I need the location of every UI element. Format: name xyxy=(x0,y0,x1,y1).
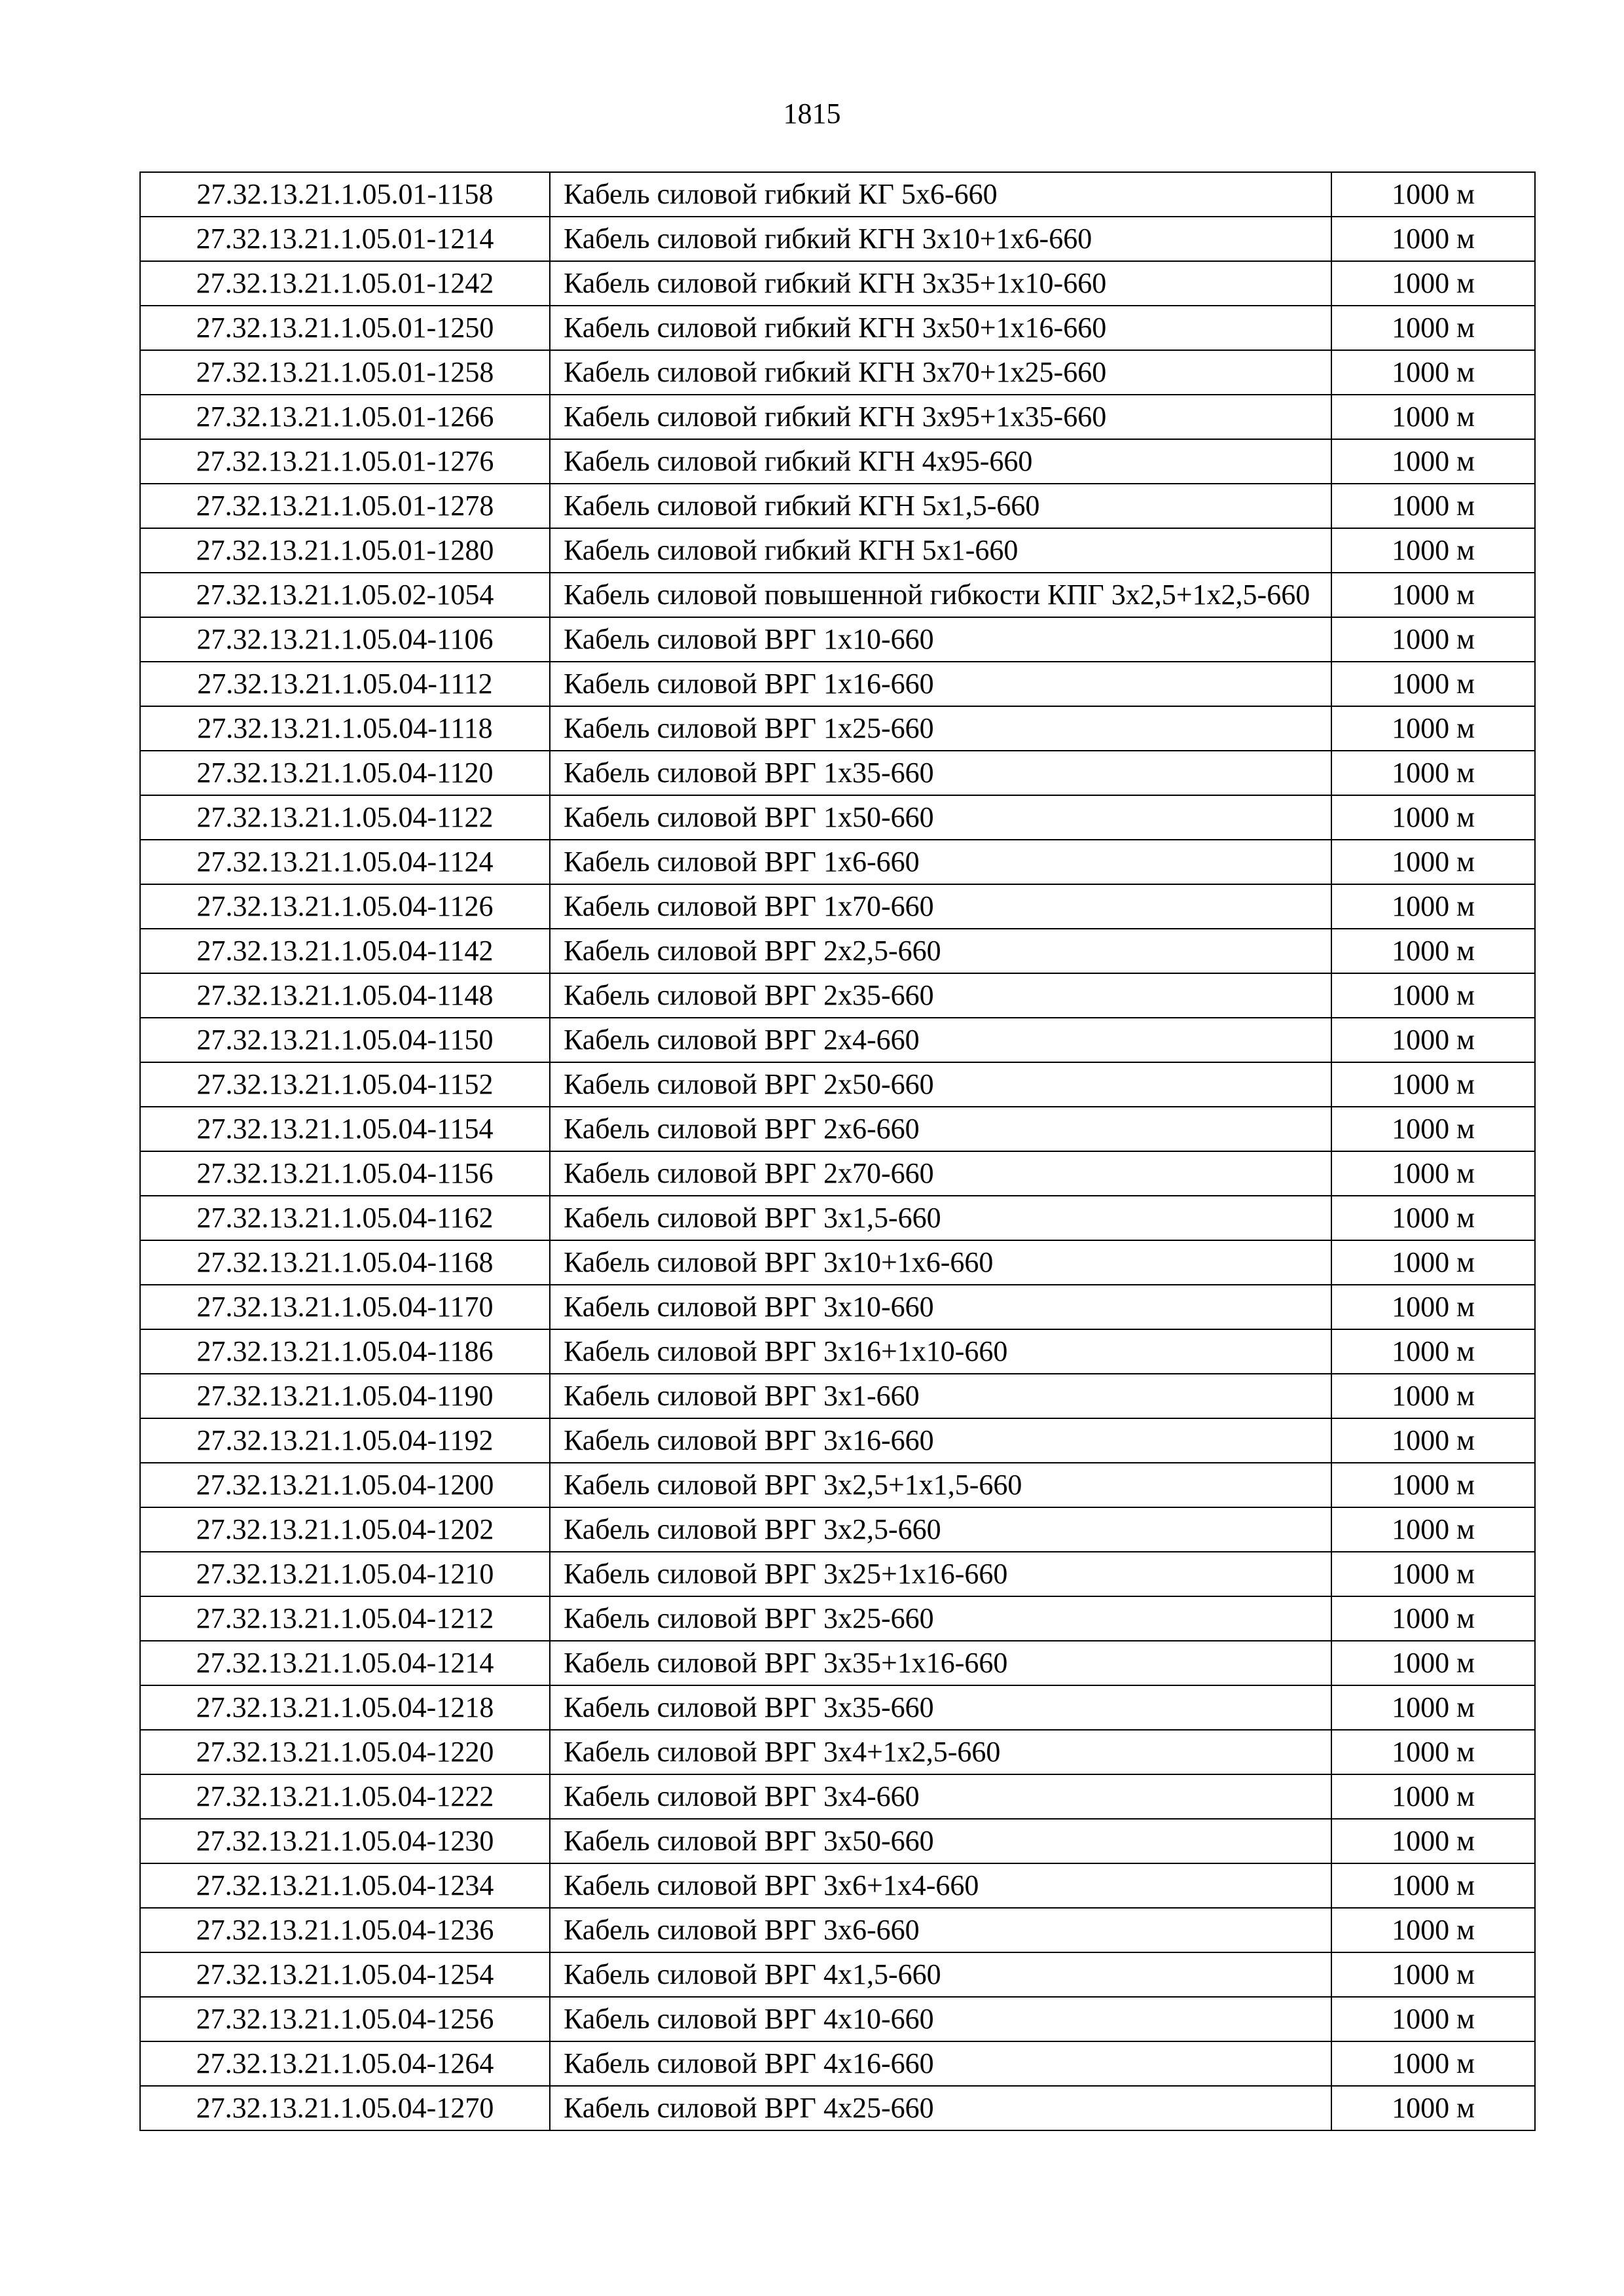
unit-cell: 1000 м xyxy=(1331,751,1535,795)
resource-code-cell: 27.32.13.21.1.05.04-1192 xyxy=(140,1418,550,1463)
resource-code-cell: 27.32.13.21.1.05.04-1168 xyxy=(140,1240,550,1285)
unit-cell: 1000 м xyxy=(1331,617,1535,662)
resource-name-cell: Кабель силовой гибкий КГН 5х1,5-660 xyxy=(550,484,1331,528)
table-row xyxy=(140,973,1535,1018)
resource-code-cell: 27.32.13.21.1.05.04-1254 xyxy=(140,1952,550,1997)
resource-code-cell: 27.32.13.21.1.05.04-1122 xyxy=(140,795,550,840)
resource-code-cell: 27.32.13.21.1.05.01-1242 xyxy=(140,261,550,306)
resource-name-cell: Кабель силовой гибкий КГН 3х35+1х10-660 xyxy=(550,261,1331,306)
unit-cell: 1000 м xyxy=(1331,973,1535,1018)
resource-name-cell: Кабель силовой ВРГ 3х16+1х10-660 xyxy=(550,1329,1331,1374)
resource-name-cell: Кабель силовой повышенной гибкости КПГ 3х2,5+1х2,5-660 xyxy=(550,573,1331,617)
resource-code-cell: 27.32.13.21.1.05.04-1220 xyxy=(140,1730,550,1774)
table-row xyxy=(140,1151,1535,1196)
unit-cell: 1000 м xyxy=(1331,1863,1535,1908)
resource-name-cell: Кабель силовой гибкий КГН 3х10+1х6-660 xyxy=(550,217,1331,261)
unit-cell: 1000 м xyxy=(1331,1374,1535,1418)
unit-cell: 1000 м xyxy=(1331,306,1535,350)
resource-code-cell: 27.32.13.21.1.05.02-1054 xyxy=(140,573,550,617)
resource-code-cell: 27.32.13.21.1.05.04-1190 xyxy=(140,1374,550,1418)
unit-cell: 1000 м xyxy=(1331,1151,1535,1196)
unit-cell: 1000 м xyxy=(1331,1240,1535,1285)
resource-name-cell: Кабель силовой ВРГ 3х4+1х2,5-660 xyxy=(550,1730,1331,1774)
resource-name-cell: Кабель силовой гибкий КГН 3х95+1х35-660 xyxy=(550,395,1331,439)
resource-name-cell: Кабель силовой ВРГ 4х10-660 xyxy=(550,1997,1331,2041)
table-row xyxy=(140,1685,1535,1730)
table-row xyxy=(140,2041,1535,2086)
table-row xyxy=(140,484,1535,528)
resource-code-cell: 27.32.13.21.1.05.04-1124 xyxy=(140,840,550,884)
table-row xyxy=(140,1596,1535,1641)
table-row xyxy=(140,1997,1535,2041)
resource-name-cell: Кабель силовой гибкий КГН 3х70+1х25-660 xyxy=(550,350,1331,395)
resource-code-cell: 27.32.13.21.1.05.04-1200 xyxy=(140,1463,550,1507)
unit-cell: 1000 м xyxy=(1331,1196,1535,1240)
unit-cell: 1000 м xyxy=(1331,1997,1535,2041)
table-row xyxy=(140,573,1535,617)
resource-name-cell: Кабель силовой ВРГ 1х25-660 xyxy=(550,706,1331,751)
unit-cell: 1000 м xyxy=(1331,1507,1535,1552)
resource-name-cell: Кабель силовой ВРГ 4х16-660 xyxy=(550,2041,1331,2086)
resource-name-cell: Кабель силовой ВРГ 3х10+1х6-660 xyxy=(550,1240,1331,1285)
unit-cell: 1000 м xyxy=(1331,706,1535,751)
resource-name-cell: Кабель силовой ВРГ 3х16-660 xyxy=(550,1418,1331,1463)
resource-code-cell: 27.32.13.21.1.05.04-1112 xyxy=(140,662,550,706)
resource-name-cell: Кабель силовой ВРГ 3х50-660 xyxy=(550,1819,1331,1863)
table-row xyxy=(140,840,1535,884)
resource-code-cell: 27.32.13.21.1.05.04-1218 xyxy=(140,1685,550,1730)
unit-cell: 1000 м xyxy=(1331,217,1535,261)
resource-code-cell: 27.32.13.21.1.05.04-1230 xyxy=(140,1819,550,1863)
resource-code-cell: 27.32.13.21.1.05.01-1280 xyxy=(140,528,550,573)
resource-code-cell: 27.32.13.21.1.05.04-1222 xyxy=(140,1774,550,1819)
unit-cell: 1000 м xyxy=(1331,795,1535,840)
resource-name-cell: Кабель силовой ВРГ 2х4-660 xyxy=(550,1018,1331,1062)
table-row xyxy=(140,1285,1535,1329)
unit-cell: 1000 м xyxy=(1331,1596,1535,1641)
table-row xyxy=(140,1062,1535,1107)
resource-name-cell: Кабель силовой ВРГ 1х16-660 xyxy=(550,662,1331,706)
unit-cell: 1000 м xyxy=(1331,1685,1535,1730)
unit-cell: 1000 м xyxy=(1331,573,1535,617)
table-row xyxy=(140,1107,1535,1151)
unit-cell: 1000 м xyxy=(1331,1463,1535,1507)
table-row xyxy=(140,1329,1535,1374)
resource-name-cell: Кабель силовой ВРГ 3х25+1х16-660 xyxy=(550,1552,1331,1596)
resource-name-cell: Кабель силовой ВРГ 3х2,5+1х1,5-660 xyxy=(550,1463,1331,1507)
resource-code-cell: 27.32.13.21.1.05.04-1156 xyxy=(140,1151,550,1196)
resource-code-cell: 27.32.13.21.1.05.04-1214 xyxy=(140,1641,550,1685)
resource-code-cell: 27.32.13.21.1.05.01-1250 xyxy=(140,306,550,350)
unit-cell: 1000 м xyxy=(1331,1641,1535,1685)
unit-cell: 1000 м xyxy=(1331,2086,1535,2130)
table-row xyxy=(140,617,1535,662)
unit-cell: 1000 м xyxy=(1331,1285,1535,1329)
unit-cell: 1000 м xyxy=(1331,395,1535,439)
resource-code-cell: 27.32.13.21.1.05.01-1158 xyxy=(140,172,550,217)
table-row xyxy=(140,1908,1535,1952)
resource-code-cell: 27.32.13.21.1.05.01-1258 xyxy=(140,350,550,395)
resource-code-cell: 27.32.13.21.1.05.04-1120 xyxy=(140,751,550,795)
table-row xyxy=(140,350,1535,395)
unit-cell: 1000 м xyxy=(1331,439,1535,484)
resource-code-cell: 27.32.13.21.1.05.04-1202 xyxy=(140,1507,550,1552)
resource-name-cell: Кабель силовой ВРГ 3х2,5-660 xyxy=(550,1507,1331,1552)
unit-cell: 1000 м xyxy=(1331,1418,1535,1463)
resource-name-cell: Кабель силовой ВРГ 1х35-660 xyxy=(550,751,1331,795)
resource-name-cell: Кабель силовой ВРГ 4х1,5-660 xyxy=(550,1952,1331,1997)
unit-cell: 1000 м xyxy=(1331,528,1535,573)
unit-cell: 1000 м xyxy=(1331,2041,1535,2086)
resource-code-cell: 27.32.13.21.1.05.04-1150 xyxy=(140,1018,550,1062)
table-body xyxy=(140,172,1535,2130)
table-row xyxy=(140,439,1535,484)
resource-name-cell: Кабель силовой гибкий КГ 5х6-660 xyxy=(550,172,1331,217)
table-row xyxy=(140,1240,1535,1285)
resource-name-cell: Кабель силовой ВРГ 3х35+1х16-660 xyxy=(550,1641,1331,1685)
resource-code-cell: 27.32.13.21.1.05.04-1126 xyxy=(140,884,550,929)
unit-cell: 1000 м xyxy=(1331,1819,1535,1863)
resource-code-cell: 27.32.13.21.1.05.01-1266 xyxy=(140,395,550,439)
table-row xyxy=(140,172,1535,217)
resource-code-cell: 27.32.13.21.1.05.04-1234 xyxy=(140,1863,550,1908)
resource-name-cell: Кабель силовой ВРГ 3х4-660 xyxy=(550,1774,1331,1819)
resource-code-cell: 27.32.13.21.1.05.01-1276 xyxy=(140,439,550,484)
resource-code-cell: 27.32.13.21.1.05.04-1236 xyxy=(140,1908,550,1952)
table-row xyxy=(140,528,1535,573)
table-row xyxy=(140,1774,1535,1819)
unit-cell: 1000 м xyxy=(1331,1329,1535,1374)
table-row xyxy=(140,1863,1535,1908)
resource-name-cell: Кабель силовой ВРГ 1х6-660 xyxy=(550,840,1331,884)
unit-cell: 1000 м xyxy=(1331,1730,1535,1774)
resource-name-cell: Кабель силовой ВРГ 3х1-660 xyxy=(550,1374,1331,1418)
table-row xyxy=(140,261,1535,306)
resource-name-cell: Кабель силовой гибкий КГН 5х1-660 xyxy=(550,528,1331,573)
resource-name-cell: Кабель силовой ВРГ 1х50-660 xyxy=(550,795,1331,840)
table-row xyxy=(140,1018,1535,1062)
resource-table xyxy=(139,171,1536,2131)
resource-name-cell: Кабель силовой ВРГ 3х1,5-660 xyxy=(550,1196,1331,1240)
unit-cell: 1000 м xyxy=(1331,1062,1535,1107)
table-row xyxy=(140,1463,1535,1507)
table-row xyxy=(140,306,1535,350)
table-row xyxy=(140,884,1535,929)
resource-name-cell: Кабель силовой ВРГ 1х10-660 xyxy=(550,617,1331,662)
unit-cell: 1000 м xyxy=(1331,261,1535,306)
table-row xyxy=(140,751,1535,795)
resource-code-cell: 27.32.13.21.1.05.04-1148 xyxy=(140,973,550,1018)
resource-name-cell: Кабель силовой ВРГ 3х25-660 xyxy=(550,1596,1331,1641)
resource-code-cell: 27.32.13.21.1.05.04-1170 xyxy=(140,1285,550,1329)
table-row xyxy=(140,1374,1535,1418)
resource-code-cell: 27.32.13.21.1.05.04-1162 xyxy=(140,1196,550,1240)
unit-cell: 1000 м xyxy=(1331,662,1535,706)
unit-cell: 1000 м xyxy=(1331,172,1535,217)
resource-name-cell: Кабель силовой ВРГ 3х10-660 xyxy=(550,1285,1331,1329)
resource-code-cell: 27.32.13.21.1.05.04-1106 xyxy=(140,617,550,662)
table-row xyxy=(140,1552,1535,1596)
table-row xyxy=(140,929,1535,973)
table-row xyxy=(140,2086,1535,2130)
unit-cell: 1000 м xyxy=(1331,1908,1535,1952)
resource-name-cell: Кабель силовой ВРГ 3х6+1х4-660 xyxy=(550,1863,1331,1908)
resource-name-cell: Кабель силовой ВРГ 1х70-660 xyxy=(550,884,1331,929)
table-row xyxy=(140,1952,1535,1997)
resource-name-cell: Кабель силовой гибкий КГН 4х95-660 xyxy=(550,439,1331,484)
resource-name-cell: Кабель силовой ВРГ 2х35-660 xyxy=(550,973,1331,1018)
table-row xyxy=(140,1418,1535,1463)
resource-code-cell: 27.32.13.21.1.05.04-1256 xyxy=(140,1997,550,2041)
resource-name-cell: Кабель силовой ВРГ 2х6-660 xyxy=(550,1107,1331,1151)
unit-cell: 1000 м xyxy=(1331,884,1535,929)
resource-code-cell: 27.32.13.21.1.05.04-1212 xyxy=(140,1596,550,1641)
resource-code-cell: 27.32.13.21.1.05.04-1210 xyxy=(140,1552,550,1596)
table-row xyxy=(140,662,1535,706)
unit-cell: 1000 м xyxy=(1331,1952,1535,1997)
resource-code-cell: 27.32.13.21.1.05.01-1214 xyxy=(140,217,550,261)
unit-cell: 1000 м xyxy=(1331,350,1535,395)
resource-code-cell: 27.32.13.21.1.05.04-1264 xyxy=(140,2041,550,2086)
unit-cell: 1000 м xyxy=(1331,1552,1535,1596)
table-row xyxy=(140,1819,1535,1863)
resource-name-cell: Кабель силовой гибкий КГН 3х50+1х16-660 xyxy=(550,306,1331,350)
table-row xyxy=(140,1641,1535,1685)
resource-name-cell: Кабель силовой ВРГ 2х2,5-660 xyxy=(550,929,1331,973)
table-row xyxy=(140,395,1535,439)
table-row xyxy=(140,706,1535,751)
unit-cell: 1000 м xyxy=(1331,840,1535,884)
unit-cell: 1000 м xyxy=(1331,1107,1535,1151)
table-row xyxy=(140,1730,1535,1774)
resource-code-cell: 27.32.13.21.1.05.04-1270 xyxy=(140,2086,550,2130)
resource-name-cell: Кабель силовой ВРГ 2х50-660 xyxy=(550,1062,1331,1107)
resource-name-cell: Кабель силовой ВРГ 2х70-660 xyxy=(550,1151,1331,1196)
unit-cell: 1000 м xyxy=(1331,929,1535,973)
table-row xyxy=(140,217,1535,261)
resource-code-cell: 27.32.13.21.1.05.01-1278 xyxy=(140,484,550,528)
resource-code-cell: 27.32.13.21.1.05.04-1186 xyxy=(140,1329,550,1374)
unit-cell: 1000 м xyxy=(1331,484,1535,528)
table-row xyxy=(140,795,1535,840)
resource-name-cell: Кабель силовой ВРГ 3х6-660 xyxy=(550,1908,1331,1952)
resource-code-cell: 27.32.13.21.1.05.04-1142 xyxy=(140,929,550,973)
unit-cell: 1000 м xyxy=(1331,1018,1535,1062)
table-row xyxy=(140,1196,1535,1240)
resource-code-cell: 27.32.13.21.1.05.04-1118 xyxy=(140,706,550,751)
resource-code-cell: 27.32.13.21.1.05.04-1152 xyxy=(140,1062,550,1107)
resource-name-cell: Кабель силовой ВРГ 4х25-660 xyxy=(550,2086,1331,2130)
resource-code-cell: 27.32.13.21.1.05.04-1154 xyxy=(140,1107,550,1151)
page-number: 1815 xyxy=(783,98,841,130)
table-row xyxy=(140,1507,1535,1552)
resource-name-cell: Кабель силовой ВРГ 3х35-660 xyxy=(550,1685,1331,1730)
unit-cell: 1000 м xyxy=(1331,1774,1535,1819)
